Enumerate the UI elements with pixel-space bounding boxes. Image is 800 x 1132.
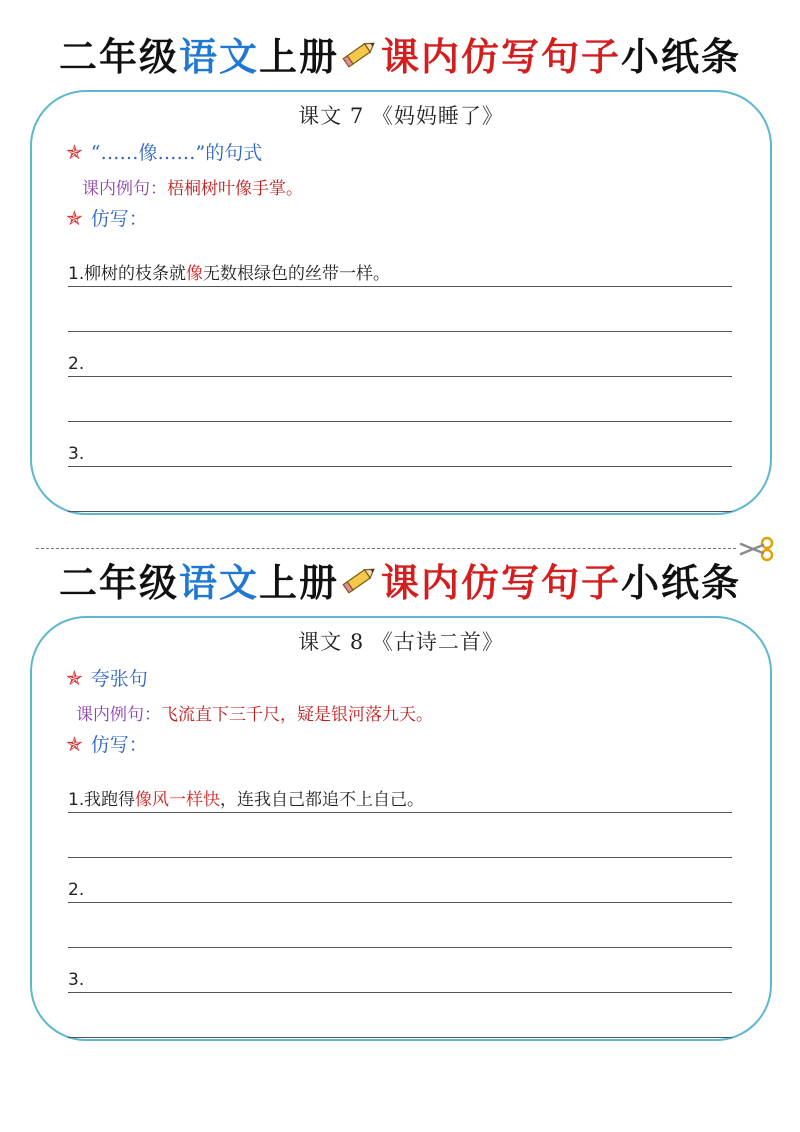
- heading-note: 小纸条: [621, 34, 742, 79]
- writing-line-3b[interactable]: [68, 993, 732, 1038]
- writing-line-2[interactable]: [68, 858, 732, 903]
- writing-line-2[interactable]: [68, 332, 732, 377]
- example-text: 飞流直下三千尺，疑是银河落九天。: [161, 705, 433, 725]
- line-number: 1.: [68, 790, 85, 810]
- writing-line-1b[interactable]: [68, 813, 732, 858]
- writing-line-1b[interactable]: [68, 287, 732, 332]
- sample-after: 无数根绿色的丝带一样。: [203, 264, 390, 284]
- writing-lines: [68, 768, 732, 1038]
- star-icon: ✯: [66, 731, 83, 756]
- lesson-title: 课文 7 《妈妈睡了》: [298, 104, 504, 128]
- sample-before: 柳树的枝条就: [84, 264, 186, 284]
- heading-note: 小纸条: [621, 560, 742, 605]
- writing-line-3b[interactable]: [68, 467, 732, 512]
- pencil-icon: [341, 562, 379, 596]
- sample-sentence: [84, 259, 390, 284]
- sheet-heading: [0, 22, 800, 84]
- example-sentence: [76, 700, 433, 725]
- example-sentence: [82, 174, 303, 199]
- practice-heading: [66, 730, 148, 757]
- writing-lines: [68, 242, 732, 512]
- sentence-pattern: [66, 664, 148, 691]
- star-icon: ✯: [66, 665, 83, 690]
- heading-topic: 课内仿写句子: [381, 34, 622, 79]
- example-label: 课内例句：: [76, 705, 161, 725]
- star-icon: ✯: [66, 139, 83, 164]
- writing-line-3[interactable]: [68, 422, 732, 467]
- writing-line-3[interactable]: [68, 948, 732, 993]
- pencil-icon: [341, 36, 379, 70]
- exercise-card: [30, 90, 772, 515]
- example-label: 课内例句：: [82, 179, 167, 199]
- line-number: 1.: [68, 264, 85, 284]
- practice-heading: [66, 204, 148, 231]
- pattern-label: “……像……”的句式: [90, 142, 263, 164]
- heading-subject: 语文: [178, 560, 259, 605]
- writing-line-2b[interactable]: [68, 903, 732, 948]
- note-sheet-1: [0, 22, 800, 542]
- heading-grade: 二年级: [58, 560, 179, 605]
- heading-volume: 上册: [258, 560, 339, 605]
- sample-sentence: [84, 785, 424, 810]
- writing-line-2b[interactable]: [68, 377, 732, 422]
- sentence-pattern: [66, 138, 262, 165]
- exercise-card: [30, 616, 772, 1041]
- line-number: 2.: [68, 880, 85, 900]
- line-number: 3.: [68, 444, 85, 464]
- heading-topic: 课内仿写句子: [381, 560, 622, 605]
- note-sheet-2: [0, 548, 800, 1068]
- line-number: 3.: [68, 970, 85, 990]
- writing-line-1[interactable]: [68, 768, 732, 813]
- sheet-heading: [0, 548, 800, 610]
- sample-before: 我跑得: [84, 790, 135, 810]
- lesson-title: 课文 8 《古诗二首》: [298, 630, 504, 654]
- practice-label: 仿写：: [90, 208, 148, 230]
- heading-volume: 上册: [258, 34, 339, 79]
- practice-label: 仿写：: [90, 734, 148, 756]
- sample-after: ，连我自己都追不上自己。: [220, 790, 424, 810]
- example-text: 梧桐树叶像手掌。: [167, 179, 303, 199]
- sample-highlight: 像风一样快: [135, 790, 220, 810]
- writing-line-1[interactable]: [68, 242, 732, 287]
- star-icon: ✯: [66, 205, 83, 230]
- pattern-label: 夸张句: [90, 668, 148, 690]
- sample-highlight: 像: [186, 264, 203, 284]
- heading-subject: 语文: [178, 34, 259, 79]
- line-number: 2.: [68, 354, 85, 374]
- heading-grade: 二年级: [58, 34, 179, 79]
